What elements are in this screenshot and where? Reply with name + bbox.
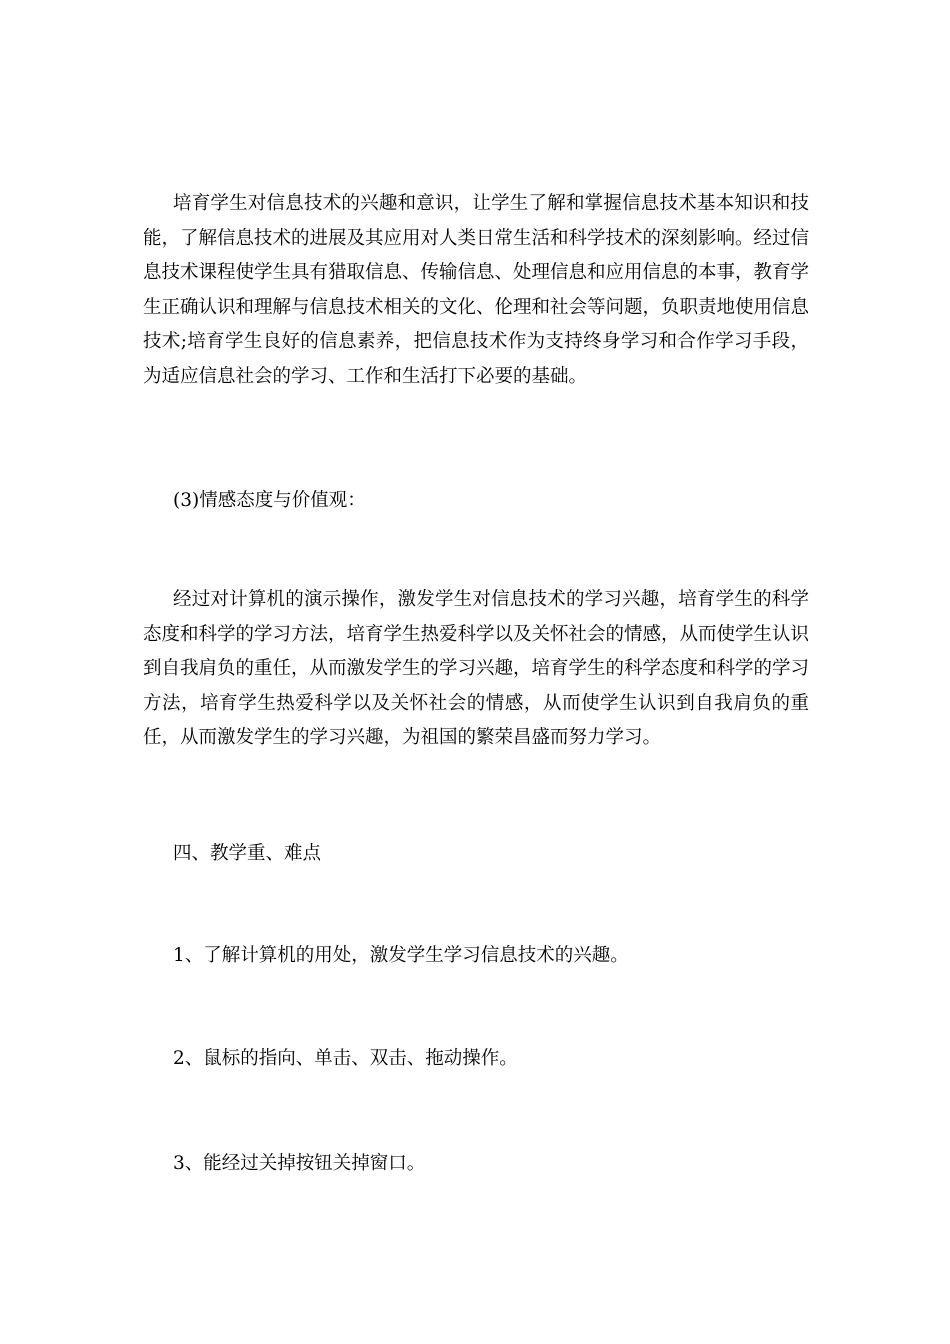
paragraph-information-literacy: 培育学生对信息技术的兴趣和意识，让学生了解和掌握信息技术基本知识和技能，了解信息技术的进展及其应用对人类日常生活和科学技术的深刻影响。经过信息技术课程使学生具有猎取信息、传输信息、处理信息和应用信息的本事，教育学生正确认识和理解与信息技术相关的文化、伦理和社会等问题，负职责地使用信息技术;培育学生良好的信息素养，把信息技术作为支持终身学习和合作学习手段，为适应信息社会的学习、工作和生活打下必要的基础。 xyxy=(143,193,810,387)
key-point-item-2: 2、鼠标的指向、单击、双击、拖动操作。 xyxy=(173,1048,518,1069)
heading-teaching-key-points: 四、教学重、难点 xyxy=(173,843,322,864)
key-point-item-1: 1、了解计算机的用处，激发学生学习信息技术的兴趣。 xyxy=(173,945,629,966)
heading-emotion-attitude-values: (3)情感态度与价值观： xyxy=(173,490,366,511)
key-point-item-3: 3、能经过关掉按钮关掉窗口。 xyxy=(173,1153,426,1174)
paragraph-emotion-attitude: 经过对计算机的演示操作，激发学生对信息技术的学习兴趣，培育学生的科学态度和科学的学习方法，培育学生热爱科学以及关怀社会的情感，从而使学生认识到自我肩负的重任，从而激发学生的学习兴趣，培育学生的科学态度和科学的学习方法，培育学生热爱科学以及关怀社会的情感，从而使学生认识到自我肩负的重任，从而激发学生的学习兴趣，为祖国的繁荣昌盛而努力学习。 xyxy=(143,589,810,749)
